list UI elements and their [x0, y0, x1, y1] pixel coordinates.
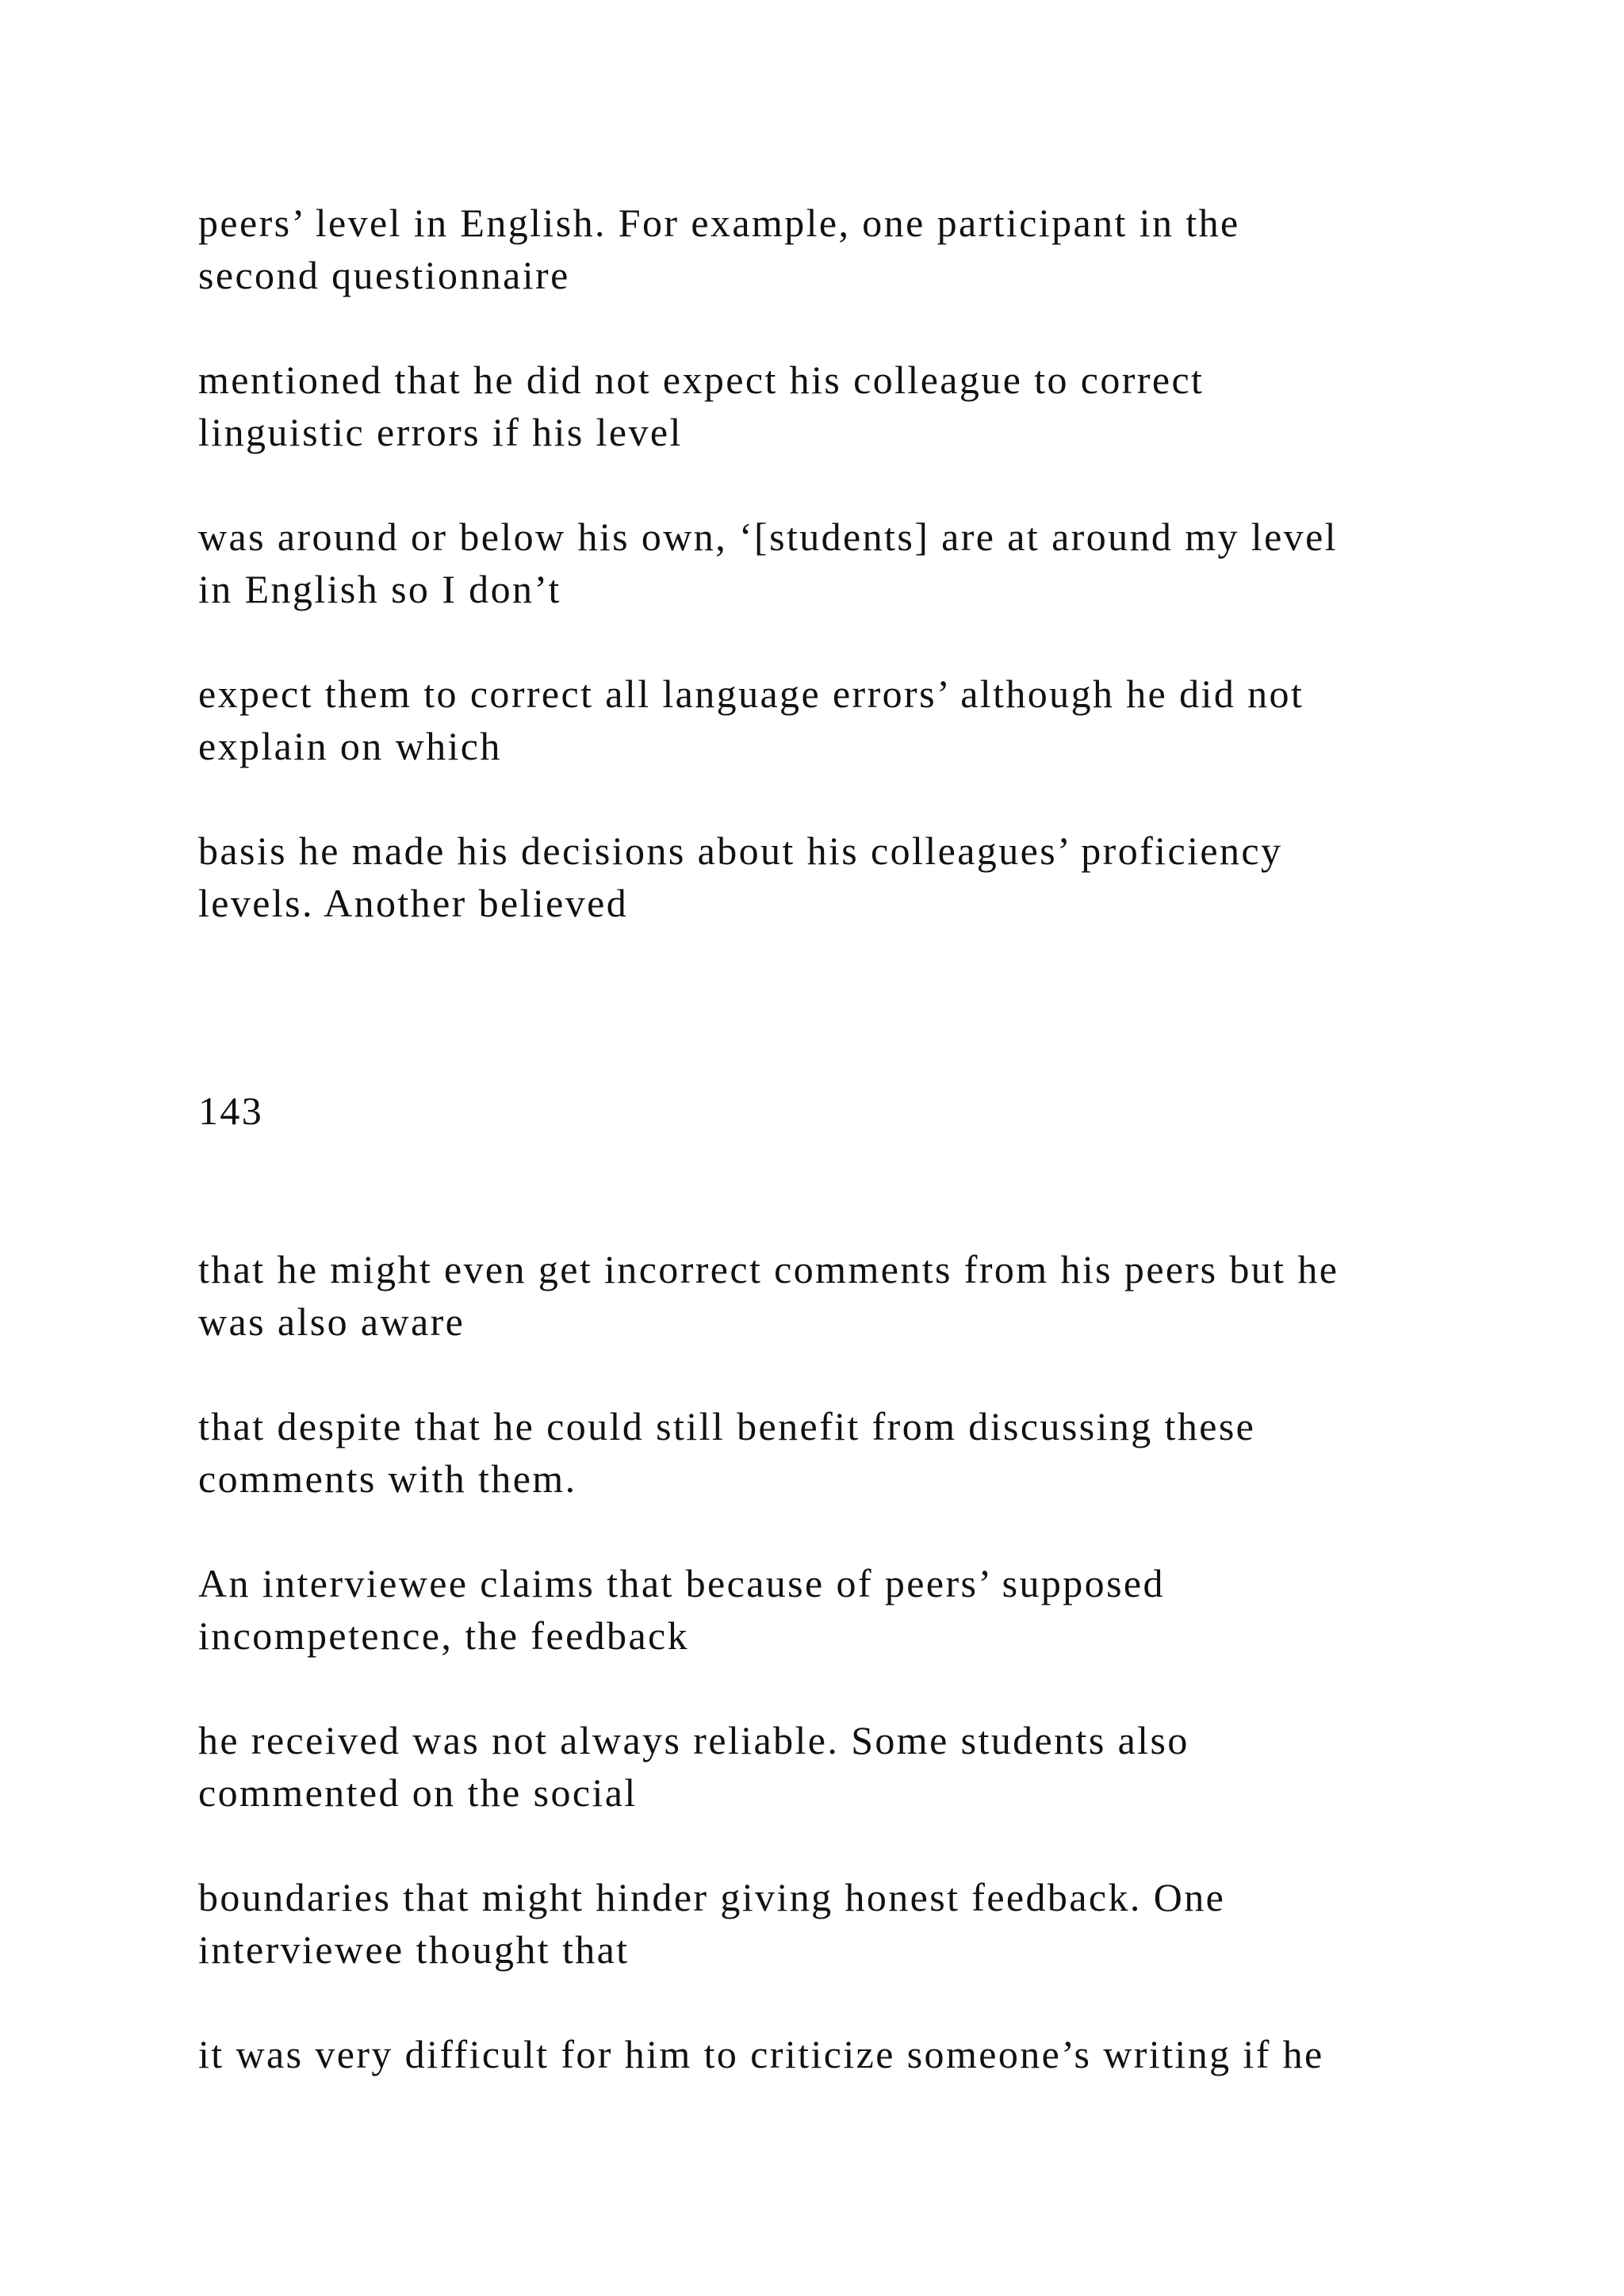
text-line: comments with them. — [198, 1456, 577, 1501]
text-line: linguistic errors if his level — [198, 410, 683, 454]
paragraph — [198, 354, 1546, 458]
text-line: was around or below his own, ‘[students] are at around my level — [198, 515, 1338, 559]
paragraph — [198, 197, 1546, 301]
text-line: that despite that he could still benefit from discussing these — [198, 1404, 1256, 1448]
text-line: second questionnaire — [198, 253, 570, 297]
text-line: in English so I don’t — [198, 567, 561, 611]
text-line: peers’ level in English. For example, one participant in the — [198, 201, 1240, 245]
paragraph — [198, 1871, 1546, 1976]
text-line: An interviewee claims that because of peers’ supposed — [198, 1561, 1165, 1605]
text-line: explain on which — [198, 724, 502, 768]
text-line: basis he made his decisions about his colleagues’ proficiency — [198, 828, 1283, 873]
text-line: commented on the social — [198, 1770, 638, 1815]
text-line: was also aware — [198, 1299, 465, 1344]
page-number-text: 143 — [198, 1089, 264, 1133]
paragraph — [198, 2028, 1546, 2080]
text-line: mentioned that he did not expect his colleague to correct — [198, 358, 1205, 402]
text-line: that he might even get incorrect comments from his peers but he — [198, 1247, 1339, 1292]
text-line: interviewee thought that — [198, 1927, 630, 1972]
text-line: it was very difficult for him to criticize someone’s writing if he — [198, 2032, 1324, 2076]
paragraph — [198, 1714, 1546, 1819]
text-line: incompetence, the feedback — [198, 1613, 690, 1658]
paragraph — [198, 1243, 1546, 1348]
paragraph — [198, 825, 1546, 929]
paragraph — [198, 1400, 1546, 1505]
paragraph — [198, 1557, 1546, 1662]
text-line: boundaries that might hinder giving honest feedback. One — [198, 1875, 1226, 1919]
paragraph — [198, 511, 1546, 615]
paragraph — [198, 668, 1546, 772]
text-line: expect them to correct all language errors’ although he did not — [198, 672, 1304, 716]
text-line: he received was not always reliable. Some students also — [198, 1718, 1189, 1762]
page-number — [198, 1085, 1546, 1137]
text-line: levels. Another believed — [198, 881, 629, 925]
